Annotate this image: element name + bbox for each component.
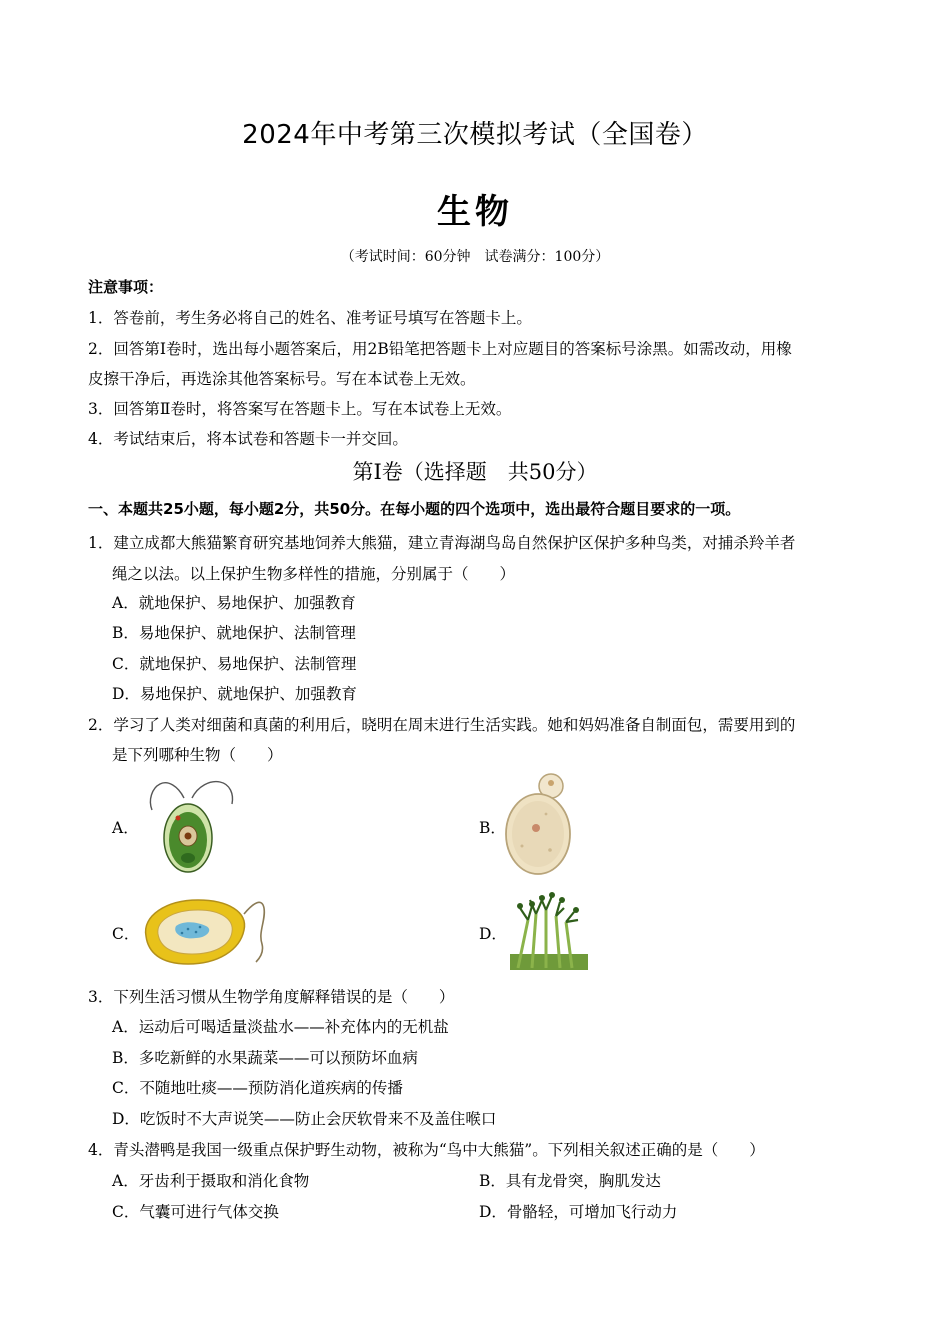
q3-option-c: C．不随地吐痰——预防消化道疾病的传播 xyxy=(112,1079,403,1097)
q1-option-b: B．易地保护、就地保护、法制管理 xyxy=(112,624,356,642)
exam-info: （考试时间：60分钟 试卷满分：100分） xyxy=(340,249,610,265)
notice-item: 皮擦干净后，再选涂其他答案标号。写在本试卷上无效。 xyxy=(88,370,476,388)
q4-option-b: B．具有龙骨突，胸肌发达 xyxy=(479,1172,661,1190)
q3-option-a: A．运动后可喝适量淡盐水——补充体内的无机盐 xyxy=(112,1018,449,1036)
part-intro: 一、本题共25小题，每小题2分，共50分。在每小题的四个选项中，选出最符合题目要求的一项。 xyxy=(88,500,741,518)
q2-label-b: B． xyxy=(479,819,506,837)
notice-item: 4．考试结束后，将本试卷和答题卡一并交回。 xyxy=(88,430,408,448)
q1-option-a: A．就地保护、易地保护、加强教育 xyxy=(112,594,356,612)
q3-stem: 3．下列生活习惯从生物学角度解释错误的是（ ） xyxy=(88,988,455,1006)
q2-label-a: A． xyxy=(112,819,139,837)
q4-stem: 4．青头潜鸭是我国一级重点保护野生动物，被称为“鸟中大熊猫”。下列相关叙述正确的是（ ） xyxy=(88,1141,765,1159)
q1-option-d: D．易地保护、就地保护、加强教育 xyxy=(112,685,357,703)
q1-option-c: C．就地保护、易地保护、法制管理 xyxy=(112,655,357,673)
notice-item: 3．回答第Ⅱ卷时，将答案写在答题卡上。写在本试卷上无效。 xyxy=(88,400,512,418)
q1-stem: 1．建立成都大熊猫繁育研究基地饲养大熊猫，建立青海湖鸟岛自然保护区保护多种鸟类，对捕杀羚羊者 xyxy=(88,534,796,552)
bacteria-figure xyxy=(136,892,272,972)
q2-label-c: C． xyxy=(112,925,140,943)
q4-option-d: D．骨骼轻，可增加飞行动力 xyxy=(479,1203,678,1221)
q2-stem-cont: 是下列哪种生物（ ） xyxy=(112,746,283,764)
q2-stem: 2．学习了人类对细菌和真菌的利用后，晓明在周末进行生活实践。她和妈妈准备自制面包，需要用到的 xyxy=(88,716,796,734)
q1-stem-cont: 绳之以法。以上保护生物多样性的措施，分别属于（ ） xyxy=(112,565,516,583)
section-title: 第Ⅰ卷（选择题 共50分） xyxy=(352,460,598,484)
q3-option-b: B．多吃新鲜的水果蔬菜——可以预防坏血病 xyxy=(112,1049,418,1067)
q3-option-d: D．吃饭时不大声说笑——防止会厌软骨来不及盖住喉口 xyxy=(112,1110,497,1128)
exam-title: 2024年中考第三次模拟考试（全国卷） xyxy=(242,120,708,150)
notice-heading: 注意事项： xyxy=(88,278,164,296)
chlamydomonas-figure xyxy=(138,776,238,876)
q2-label-d: D． xyxy=(479,925,507,943)
q4-option-c: C．气囊可进行气体交换 xyxy=(112,1203,279,1221)
q4-option-a: A．牙齿利于摄取和消化食物 xyxy=(112,1172,310,1190)
notice-item: 1．答卷前，考生务必将自己的姓名、准考证号填写在答题卡上。 xyxy=(88,309,532,327)
yeast-figure xyxy=(500,768,580,878)
notice-item: 2．回答第Ⅰ卷时，选出每小题答案后，用2B铅笔把答题卡上对应题目的答案标号涂黑。如需改动，用橡 xyxy=(88,340,792,358)
subject-title: 生物 xyxy=(437,192,513,232)
mold-figure xyxy=(510,890,588,970)
